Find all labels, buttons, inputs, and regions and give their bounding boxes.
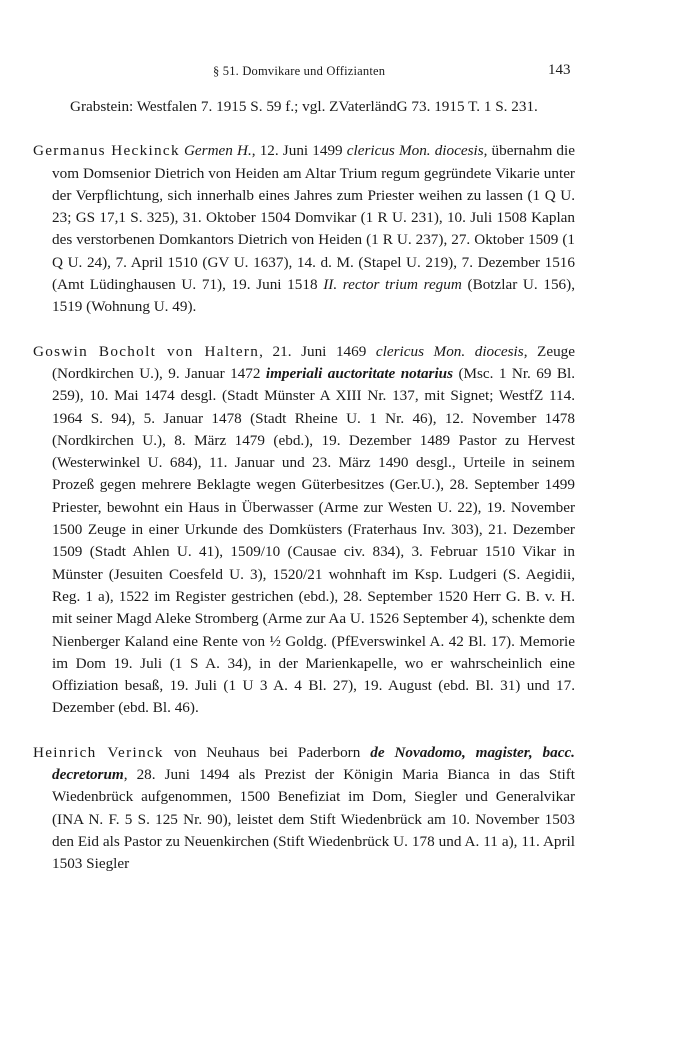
entry-text: , übernahm die vom Domsenior Dietrich von Heiden am Altar Trium regum gegründete Vikarie unter der Verpflichtung, sich innerhalb eines Jahres zum Priester weihen zu lassen (1 Q U. 23; GS 17,1 S. 325), 31. Oktober 1504 Domvikar (1 R U. 231), 10. Juli 1508 Kaplan des verstorbenen Domkantors Dietrich von Heiden (1 R U. 237), 27. Oktober 1509 (1 Q U. 24), 7. April 1510 (GV U. 1637), 14. d. M. (Stapel U. 219), 7. Dezember 1516 (Amt Lüdinghausen U. 71), 19. Juni 1518 — [52, 142, 575, 294]
entry-text: , 12. Juni 1499 — [251, 142, 347, 160]
entry-text: II. rector trium regum — [323, 276, 462, 294]
entry-text: (Botzlar U. 156), 1519 (Wohnung U. 49). — [52, 276, 575, 316]
entry-text: imperiali auctoritate notarius — [265, 364, 454, 382]
page-header — [0, 62, 700, 84]
entry-text: Germen H. — [183, 142, 252, 160]
entry-goswin-bocholt — [33, 341, 575, 720]
entry-text: , 28. Juni 1494 als Prezist der Königin Maria Bianca in das Stift Wiedenbrück aufgenommen, 1500 Benefiziat im Dom, Siegler und Generalvikar (INA N. F. 5 S. 125 Nr. 90), leistet dem Stift Wiedenbrück am 10. November 1503 den Eid als Pastor zu Neuenkirchen (Stift Wiedenbrück U. 178 und A. 11 a), 11. April 1503 Siegler — [52, 766, 575, 873]
entry-text: Grabstein: Westfalen 7. 1915 S. 59 f.; vgl. ZVaterländG 73. 1915 T. 1 S. 231. — [70, 98, 538, 115]
entry-text: de Novadomo, magister, bacc. decretorum — [52, 743, 575, 784]
entry-heinrich-verinck — [33, 742, 575, 876]
entry-text: , Zeuge (Nordkirchen U.), 9. Januar 1472 — [52, 342, 575, 382]
entry-grabstein — [33, 96, 575, 118]
entry-name: Heinrich Verinck — [33, 743, 164, 761]
page-number: 143 — [548, 62, 571, 78]
entry-text: (Msc. 1 Nr. 69 Bl. 259), 10. Mai 1474 desgl. (Stadt Münster A XIII Nr. 137, mit Signet; WestfZ 114. 1964 S. 94), 5. Januar 1478 (Stadt Rheine U. 1 Nr. 46), 12. November 1478 (Nordkirchen U.), 8. März 1479 (ebd.), 19. Dezember 1489 Pastor zu Hervest (Westerwinkel U. 684), 11. Januar und 23. März 1490 desgl., Urteile in seinem Prozeß gegen mehrere Beklagte wegen Güterbesitzes (Ger.U.), 28. September 1499 Priester, bewohnt ein Haus in Überwasser (Arme zur Westen U. 22), 19. November 1500 Zeuge in einer Urkunde des Domküsters (Fraterhaus Inv. 303), 21. Dezember 1509 (Stadt Ahlen U. 41), 1509/10 (Causae civ. 834), 3. Februar 1510 Vikar in Münster (Jesuiten Coesfeld U. 3), 1520/21 wohnhaft im Ksp. Ludgeri (S. Aegidii, Reg. 1 a), 1522 im Register gestrichen (ebd.), 28. September 1520 Herr G. B. v. H. mit seiner Magd Aleke Stromberg (Arme zur Aa U. 1526 September 4), schenkte dem Nienberger Kaland eine Rente von ½ Goldg. (PfEverswinkel A. 42 Bl. 17). Memorie im Dom 19. Juli (1 S A. 34), in der Marienkapelle, wo er wahrscheinlich eine Offiziation besaß, 19. Juli (1 U 3 A. 4 Bl. 27), 19. August (ebd. Bl. 31) und 17. Dezember (ebd. Bl. 46). — [52, 364, 575, 717]
entry-text: clericus Mon. diocesis — [346, 142, 484, 160]
entry-name: Goswin Bocholt von Haltern — [33, 342, 260, 360]
entry-germanus-heckinck — [33, 140, 575, 318]
entry-text: von Neuhaus bei Paderborn — [163, 743, 371, 761]
running-head: § 51. Domvikare und Offizianten — [213, 64, 386, 78]
entry-name: Germanus Heckinck — [33, 142, 180, 160]
page-body — [33, 96, 575, 898]
entry-text: , 21. Juni 1469 — [259, 342, 376, 360]
entry-text: clericus Mon. diocesis — [375, 342, 524, 360]
